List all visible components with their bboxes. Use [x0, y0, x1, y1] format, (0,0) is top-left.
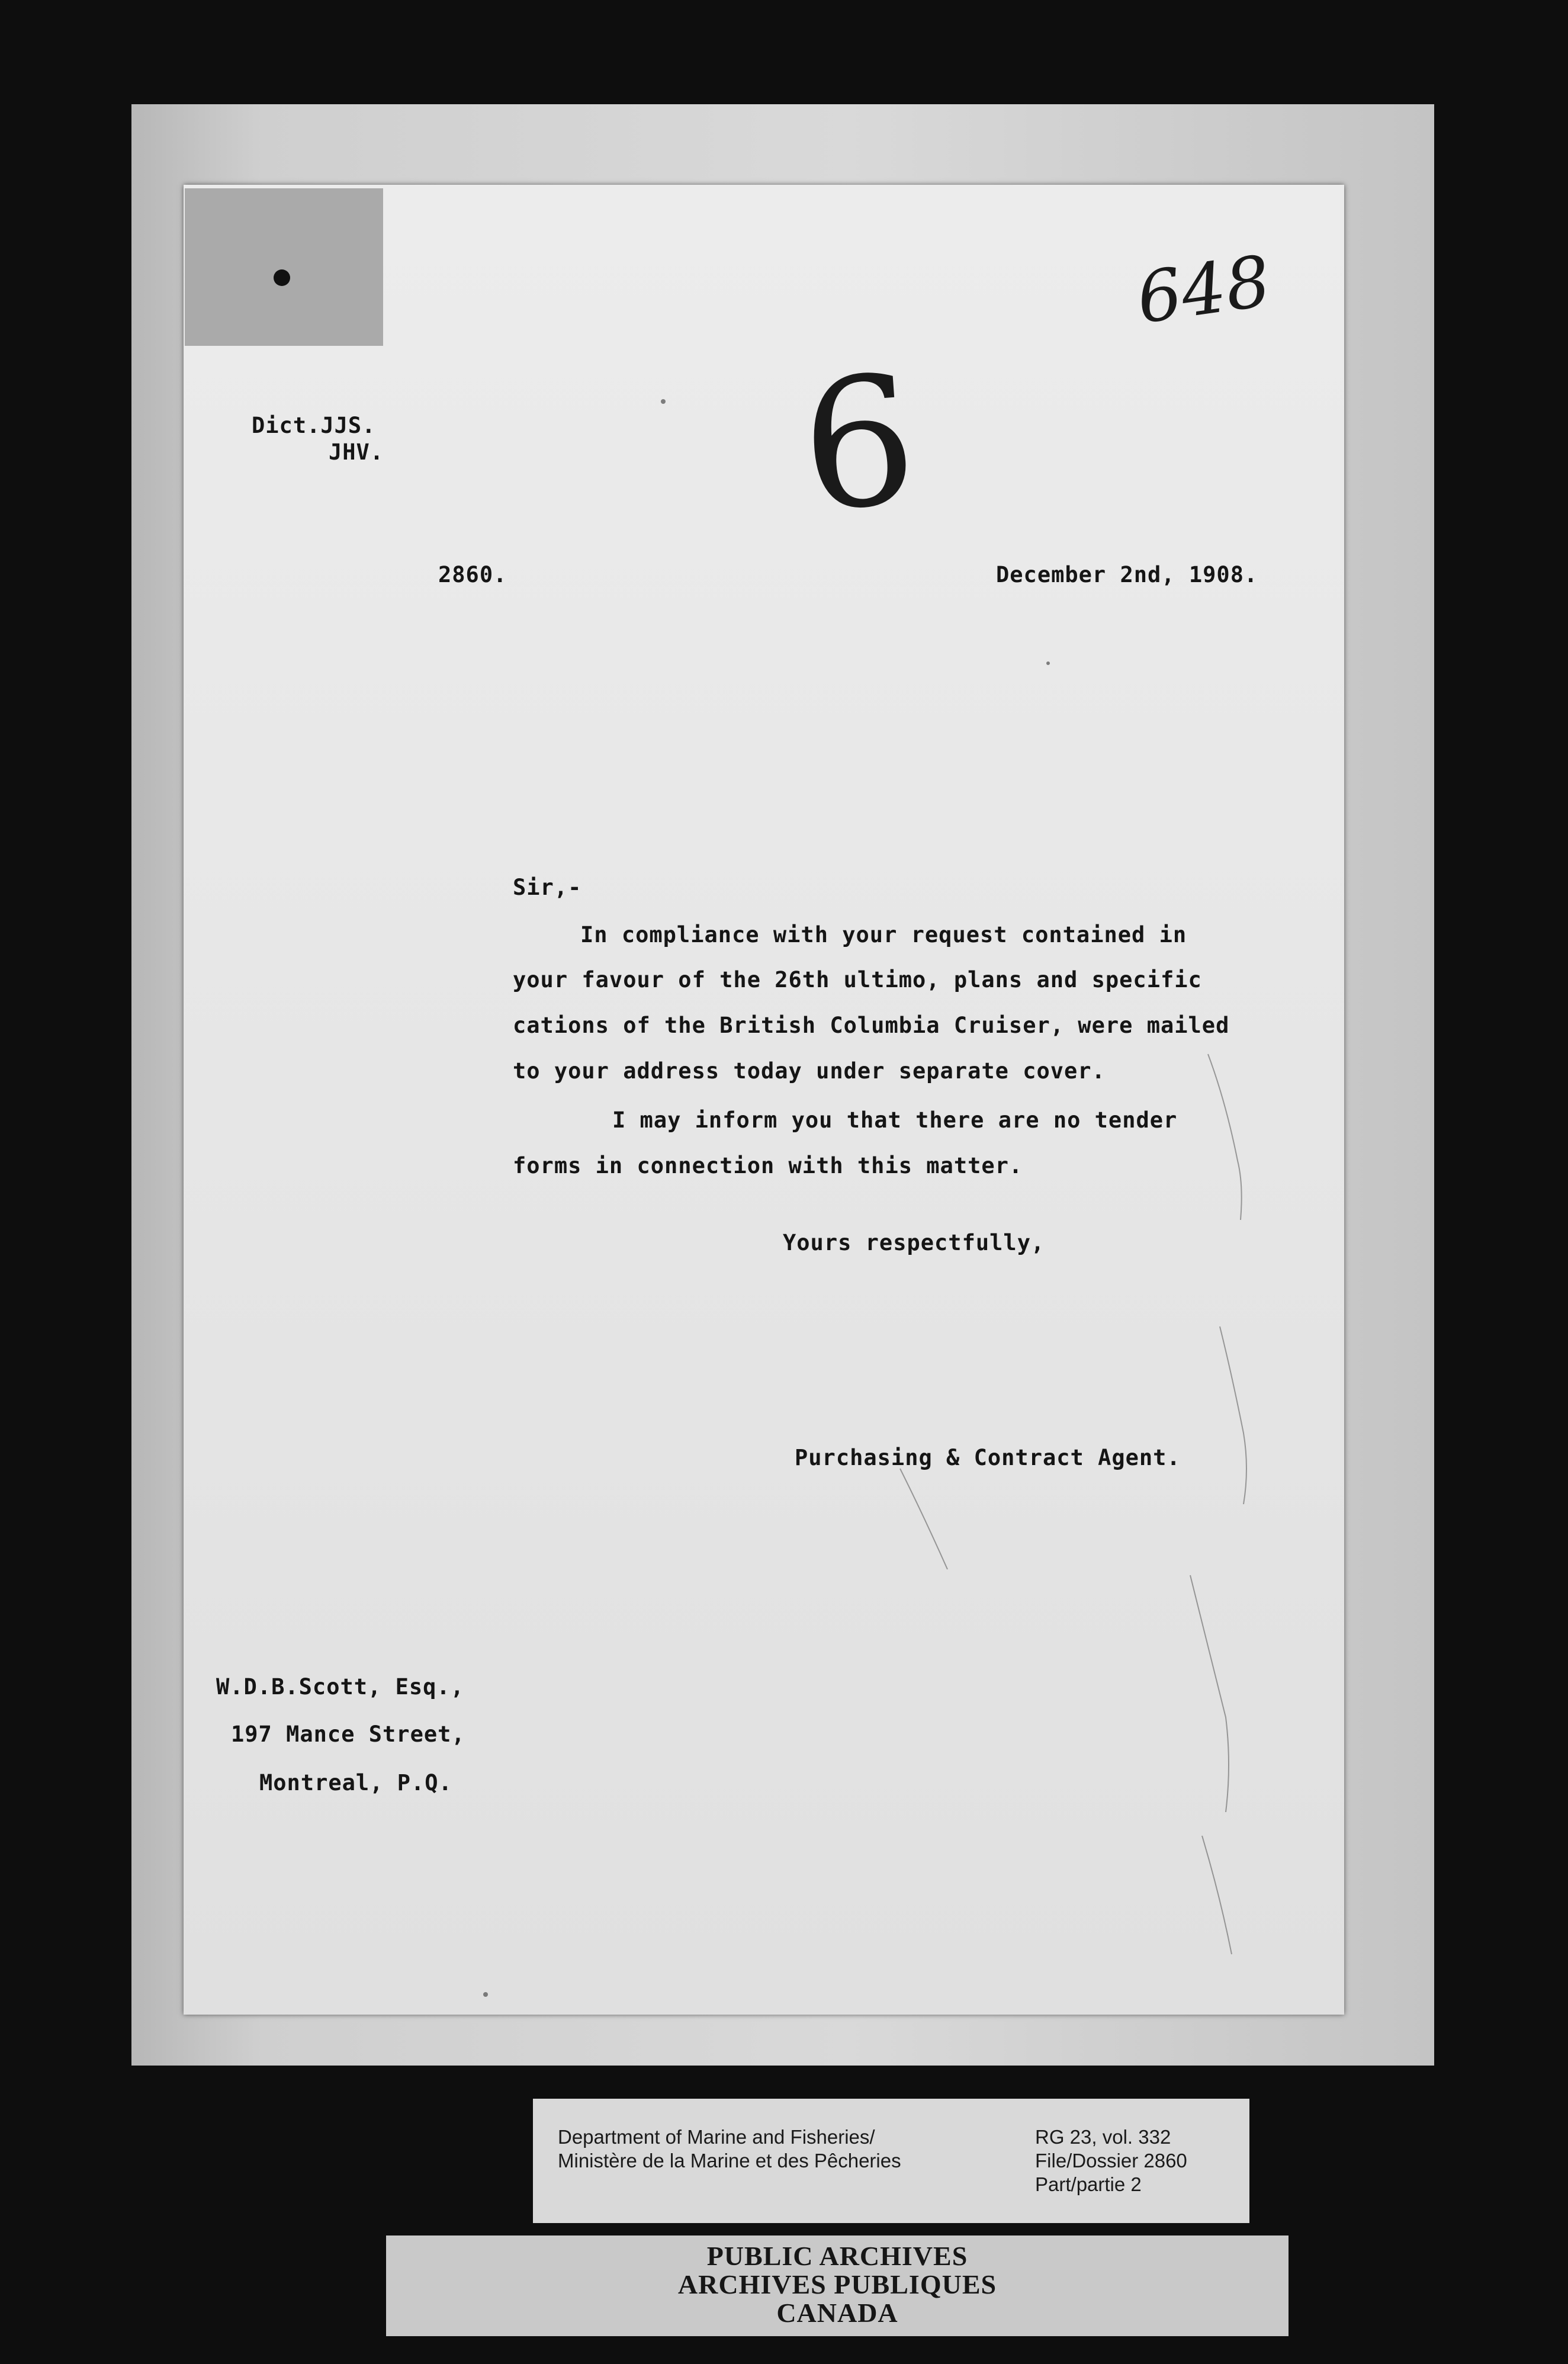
handwritten-numeral: 6 [795, 336, 923, 551]
body-line: I may inform you that there are no tender [612, 1107, 1178, 1133]
record-group: RG 23, vol. 332 [1035, 2126, 1171, 2148]
crease-mark [1202, 1836, 1232, 1954]
speck [483, 1992, 488, 1997]
body-line: cations of the British Columbia Cruiser, were mailed [513, 1013, 1230, 1038]
closing: Yours respectfully, [783, 1230, 1045, 1255]
crease-mark [1208, 1054, 1242, 1220]
dictation-initials: Dict.JJS. [252, 413, 376, 438]
archive-reference-label [533, 2099, 1249, 2223]
body-line: to your address today under separate cover. [513, 1058, 1106, 1084]
salutation: Sir,- [513, 875, 582, 900]
speck [661, 399, 666, 404]
crease-mark [1190, 1575, 1229, 1812]
part-partie: Part/partie 2 [1035, 2173, 1142, 2195]
body-line: forms in connection with this matter. [513, 1153, 1023, 1178]
file-dossier: File/Dossier 2860 [1035, 2150, 1187, 2172]
body-line: In compliance with your request contained in [580, 922, 1187, 947]
stamp-line-french: ARCHIVES PUBLIQUES [677, 2269, 997, 2299]
recipient-name: W.D.B.Scott, Esq., [216, 1674, 464, 1700]
department-english: Department of Marine and Fisheries/ [558, 2126, 875, 2148]
signature-title: Purchasing & Contract Agent. [795, 1445, 1181, 1470]
stamp-line-country: CANADA [776, 2298, 898, 2328]
body-line: your favour of the 26th ultimo, plans and specific [513, 967, 1202, 993]
department-french: Ministère de la Marine et des Pêcheries [558, 2150, 901, 2172]
stamp-line-english: PUBLIC ARCHIVES [706, 2241, 968, 2271]
recipient-street: 197 Mance Street, [231, 1721, 465, 1747]
crease-mark [900, 1469, 947, 1569]
typist-initials: JHV. [329, 439, 384, 465]
letter-date: December 2nd, 1908. [996, 562, 1258, 587]
recipient-city: Montreal, P.Q. [259, 1770, 452, 1796]
public-archives-stamp [386, 2235, 1289, 2336]
file-number: 2860. [438, 562, 507, 587]
crease-mark [1220, 1326, 1246, 1504]
speck [1046, 661, 1050, 665]
handwritten-page-number: 648 [1132, 239, 1275, 340]
